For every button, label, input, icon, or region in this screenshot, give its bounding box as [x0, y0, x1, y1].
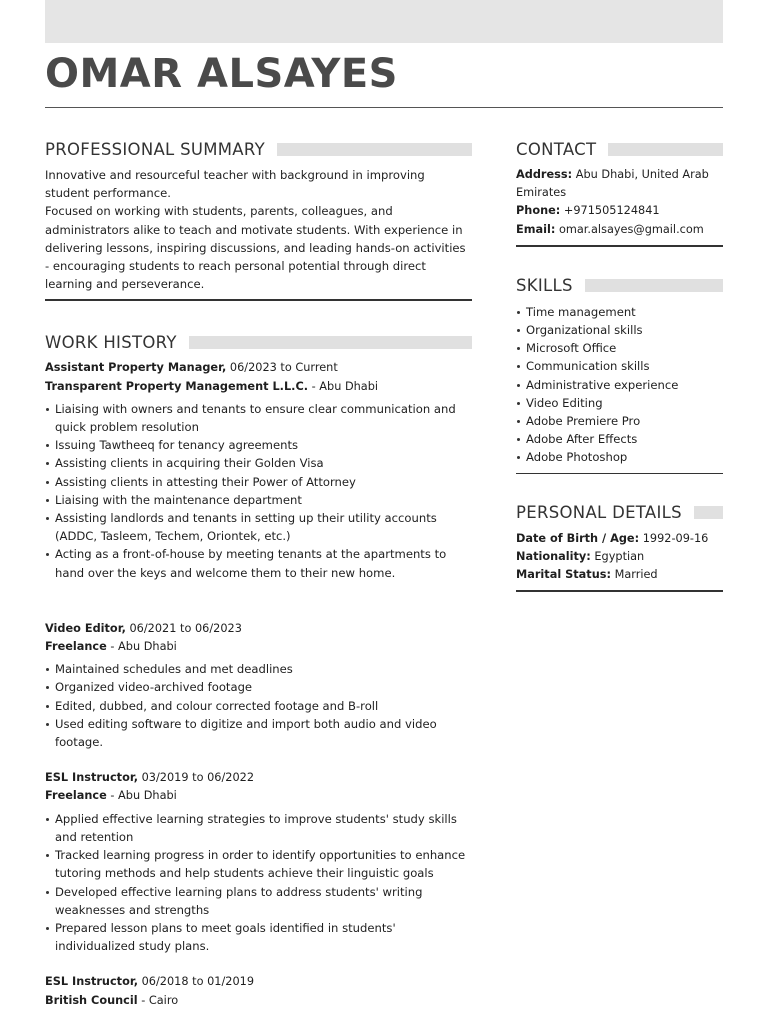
skill-item: Adobe After Effects: [516, 430, 723, 448]
skills-section: [516, 275, 723, 474]
job-title-line: [45, 973, 472, 991]
skills-heading: [516, 275, 723, 297]
sidebar-column: [516, 138, 723, 592]
job-location: - Cairo: [141, 993, 179, 1007]
heading-bar: [608, 143, 723, 156]
contact-address: [516, 166, 723, 202]
job-entry: [45, 769, 472, 955]
skill-item: Organizational skills: [516, 321, 723, 339]
job-title: Assistant Property Manager,: [45, 361, 227, 375]
summary-line-1: Innovative and resourceful teacher with background in improving student performance.: [45, 168, 425, 201]
work-history-section: [45, 331, 472, 1009]
heading-bar: [585, 279, 723, 292]
list-item: Acting as a front-of-house by meeting tenants at the apartments to hand over the keys and welcome them to their new home.: [45, 545, 472, 581]
phone-value: +971505124841: [563, 204, 660, 218]
job-title-line: [45, 359, 472, 377]
job-dates: 06/2023 to Current: [229, 361, 338, 375]
summary-section: [45, 138, 472, 301]
main-column: [45, 138, 472, 1014]
marital-status: [516, 566, 723, 584]
job-employer-line: [45, 992, 472, 1010]
skill-item: Video Editing: [516, 394, 723, 412]
job-title: Video Editor,: [45, 621, 126, 635]
dob-label: Date of Birth / Age:: [516, 531, 640, 545]
list-item: Assisting landlords and tenants in setting up their utility accounts (ADDC, Tasleem, Techem, Oriontek, etc.): [45, 509, 472, 545]
work-history-title: WORK HISTORY: [45, 332, 177, 352]
job-entry: [45, 620, 472, 751]
job-title-line: [45, 769, 472, 787]
address-value: Abu Dhabi, United Arab Emirates: [516, 168, 709, 200]
personal-details-title: PERSONAL DETAILS: [516, 503, 682, 523]
job-duties: [45, 660, 472, 751]
list-item: Applied effective learning strategies to improve students' study skills and retention: [45, 810, 472, 846]
list-item: Tracked learning progress in order to identify opportunities to enhance tutoring methods and help students achieve their linguistic goals: [45, 846, 472, 882]
job-employer: Freelance: [45, 789, 107, 803]
header-band: [45, 0, 723, 43]
list-item: Issuing Tawtheeq for tenancy agreements: [45, 436, 472, 454]
date-of-birth: [516, 530, 723, 548]
contact-section: [516, 138, 723, 247]
job-title: ESL Instructor,: [45, 771, 139, 785]
nationality-value: Egyptian: [594, 549, 645, 563]
summary-heading: [45, 138, 472, 160]
list-item: Liaising with the maintenance department: [45, 491, 472, 509]
name-divider: [45, 107, 723, 108]
nationality: [516, 548, 723, 566]
contact-email: [516, 221, 723, 239]
list-item: Used editing software to digitize and import both audio and video footage.: [45, 715, 472, 751]
job-employer: Transparent Property Management L.L.C.: [45, 379, 309, 393]
skills-list: [516, 303, 723, 467]
job-location: - Abu Dhabi: [110, 789, 177, 803]
skill-item: Administrative experience: [516, 376, 723, 394]
job-duties: [45, 810, 472, 956]
job-employer: Freelance: [45, 640, 107, 654]
skills-title: SKILLS: [516, 276, 573, 296]
list-item: Assisting clients in acquiring their Golden Visa: [45, 454, 472, 472]
contact-title: CONTACT: [516, 139, 597, 159]
summary-title: PROFESSIONAL SUMMARY: [45, 139, 265, 159]
skill-item: Adobe Premiere Pro: [516, 412, 723, 430]
job-dates: 06/2021 to 06/2023: [129, 621, 242, 635]
job-employer: British Council: [45, 993, 138, 1007]
job-title: ESL Instructor,: [45, 975, 139, 989]
skill-item: Time management: [516, 303, 723, 321]
list-item: Organized video-archived footage: [45, 678, 472, 696]
job-dates: 03/2019 to 06/2022: [141, 771, 255, 785]
list-item: Liaising with owners and tenants to ensure clear communication and quick problem resolution: [45, 400, 472, 436]
personal-details-divider: [516, 590, 723, 592]
marital-label: Marital Status:: [516, 568, 611, 582]
heading-bar: [694, 506, 723, 519]
list-item: Prepared lesson plans to meet goals identified in students' individualized study plans.: [45, 919, 472, 955]
skill-item: Communication skills: [516, 357, 723, 375]
personal-details-section: [516, 502, 723, 593]
marital-value: Married: [614, 568, 658, 582]
job-employer-line: [45, 787, 472, 805]
job-employer-line: [45, 378, 472, 396]
list-item: Assisting clients in attesting their Power of Attorney: [45, 473, 472, 491]
job-entry: [45, 359, 472, 581]
contact-phone: [516, 202, 723, 220]
contact-heading: [516, 138, 723, 160]
email-value: omar.alsayes@gmail.com: [558, 222, 704, 236]
phone-label: Phone:: [516, 204, 561, 218]
job-dates: 06/2018 to 01/2019: [141, 975, 255, 989]
work-history-heading: [45, 331, 472, 353]
heading-bar: [277, 143, 472, 156]
skill-item: Microsoft Office: [516, 339, 723, 357]
dob-value: 1992-09-16: [642, 531, 709, 545]
job-location: - Abu Dhabi: [110, 640, 177, 654]
personal-details-heading: [516, 502, 723, 524]
job-employer-line: [45, 638, 472, 656]
job-title-line: [45, 620, 472, 638]
email-label: Email:: [516, 222, 556, 236]
skills-divider: [516, 473, 723, 474]
summary-divider: [45, 299, 472, 301]
job-entry: [45, 973, 472, 1009]
contact-divider: [516, 245, 723, 247]
summary-line-2: Focused on working with students, parents, colleagues, and administrators alike to teach and motivate students. With experience in delivering lessons, inspiring discussions, and leading hands-on activities - encouraging students to reach personal potential through direct learning and perseverance.: [45, 204, 466, 292]
heading-bar: [189, 336, 472, 349]
address-label: Address:: [516, 168, 573, 181]
job-location: - Abu Dhabi: [311, 379, 379, 393]
nationality-label: Nationality:: [516, 549, 591, 563]
list-item: Maintained schedules and met deadlines: [45, 660, 472, 678]
list-item: Developed effective learning plans to address students' writing weaknesses and strengths: [45, 883, 472, 919]
list-item: Edited, dubbed, and colour corrected footage and B-roll: [45, 697, 472, 715]
job-duties: [45, 400, 472, 582]
skill-item: Adobe Photoshop: [516, 448, 723, 466]
candidate-name: OMAR ALSAYES: [45, 51, 398, 97]
